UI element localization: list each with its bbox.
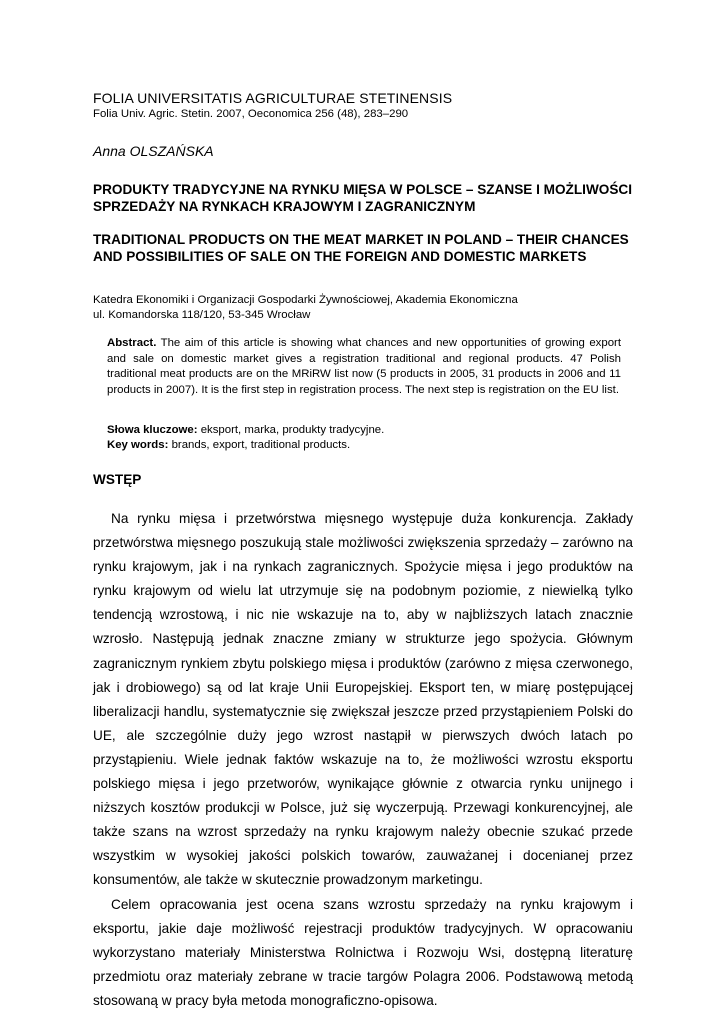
journal-title: FOLIA UNIVERSITATIS AGRICULTURAE STETINENSIS xyxy=(93,90,453,106)
affiliation-line-1: Katedra Ekonomiki i Organizacji Gospodarki Żywnościowej, Akademia Ekonomiczna xyxy=(93,294,518,306)
journal-citation: Folia Univ. Agric. Stetin. 2007, Oeconomica 256 (48), 283–290 xyxy=(93,108,409,120)
abstract-text: The aim of this article is showing what chances and new opportunities of growing export and sale on domestic market gives a registration traditional and regional products. 47 Polish traditional meat products are on the MRiRW list now (5 products in 2005, 31 products in 2006 and 11 products in 2007). It is the first step in registration process. The next step is registration on the EU list. xyxy=(107,337,621,396)
body-paragraph-2: Celem opracowania jest ocena szans wzrostu sprzedaży na rynku krajowym i eksportu, jakie daje możliwość rejestracji produktów tradycyjnych. W opracowaniu wykorzystano materiały Ministerstwa Rolnictwa i Rozwoju Wsi, dostępną literaturę przedmiotu oraz materiały zebrane w tracie targów Polagra 2006. Podstawową metodą stosowaną w pracy była metoda monograficzno-opisowa. xyxy=(93,896,633,1008)
author-affiliation xyxy=(93,293,518,323)
section-body xyxy=(93,507,633,1013)
keywords-block xyxy=(107,423,621,453)
paper-title-polish: PRODUKTY TRADYCYJNE NA RYNKU MIĘSA W POLSCE – SZANSE I MOŻLIWOŚCI SPRZEDAŻY NA RYNKACH KRAJOWYM I ZAGRANICZNYM xyxy=(93,182,633,214)
keywords-polish-label: Słowa kluczowe: xyxy=(107,424,198,436)
keywords-polish-text: eksport, marka, produkty tradycyjne. xyxy=(200,424,385,436)
abstract xyxy=(107,336,621,398)
affiliation-line-2: ul. Komandorska 118/120, 53-345 Wrocław xyxy=(93,309,311,321)
keywords-english xyxy=(107,438,621,453)
paper-title-english: TRADITIONAL PRODUCTS ON THE MEAT MARKET IN POLAND – THEIR CHANCES AND POSSIBILITIES OF SALE ON THE FOREIGN AND DOMESTIC MARKETS xyxy=(93,232,629,264)
keywords-polish xyxy=(107,423,621,438)
keywords-english-text: brands, export, traditional products. xyxy=(171,439,351,451)
section-heading: WSTĘP xyxy=(93,472,142,487)
keywords-english-label: Key words: xyxy=(107,439,169,451)
abstract-label: Abstract. xyxy=(107,337,157,349)
author-name: Anna OLSZAŃSKA xyxy=(93,143,214,159)
body-paragraph-1: Na rynku mięsa i przetwórstwa mięsnego występuje duża konkurencja. Zakłady przetwórstwa mięsnego poszukują stale możliwości zwiększenia sprzedaży – zarówno na rynku krajowym, jak i na rynkach zagranicznych. Spożycie mięsa i jego produktów na rynku krajowym od wielu lat utrzymuje się na podobnym poziomie, z niewielką tylko tendencją wzrostową, i nic nie wskazuje na to, aby w najbliższych latach znacznie wzrosło. Następują jednak znaczne zmiany w strukturze jego spożycia. Głównym zagranicznym rynkiem zbytu polskiego mięsa i produktów (zarówno z mięsa czerwonego, jak i drobiowego) są od lat kraje Unii Europejskiej. Eksport ten, w miarę postępującej liberalizacji handlu, systematycznie się zwiększał jeszcze przed przystąpieniem Polski do UE, ale szczególnie duży jego wzrost nastąpił w pierwszych dwóch latach po przystąpieniu. Wiele jednak faktów wskazuje na to, że możliwości wzrostu eksportu polskiego mięsa i jego przetworów, wynikające głównie z otwarcia rynku unijnego i niższych kosztów produkcji w Polsce, już się wyczerpują. Przewagi konkurencyjnej, ale także szans na wzrost sprzedaży na rynku krajowym należy obecnie szukać przede wszystkim w wysokiej jakości polskich towarów, zauważanej i docenianej przez konsumentów, ale także w skutecznie prowadzonym marketingu. xyxy=(93,511,633,888)
